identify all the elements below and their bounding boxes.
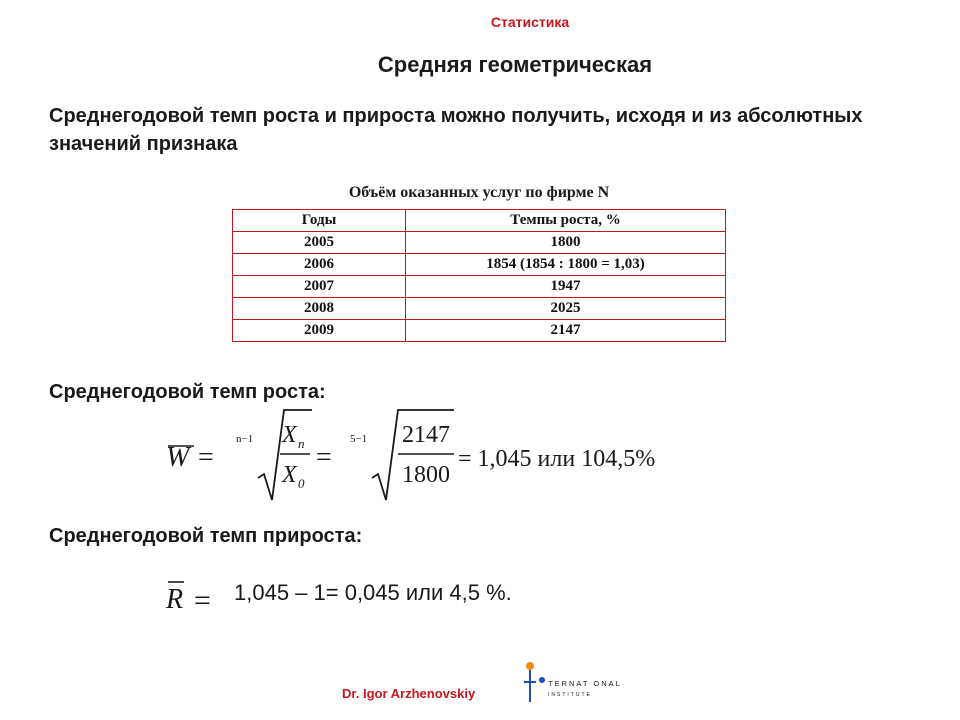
table-row — [233, 276, 726, 298]
growth-label: Среднегодовой темп роста: — [49, 381, 326, 403]
value-cell: 2147 — [406, 320, 726, 342]
year-cell: 2008 — [233, 298, 406, 320]
column-header-rate: Темпы роста, % — [406, 210, 726, 232]
table-row — [233, 254, 726, 276]
growth-formula — [160, 404, 720, 504]
intro-text: Среднегодовой темп роста и прироста можно получить, исходя и из абсолютных значений признака — [49, 105, 863, 155]
value-cell: 1947 — [406, 276, 726, 298]
formula-eq-2: = — [316, 442, 332, 473]
section-header: Статистика — [490, 14, 570, 30]
column-header-years: Годы — [233, 210, 406, 232]
table-header-row — [233, 210, 726, 232]
den1-sub: 0 — [298, 476, 305, 491]
table-row — [233, 320, 726, 342]
symbol-eq: = — [194, 584, 211, 617]
value-cell: 1800 — [406, 232, 726, 254]
value-cell: 1854 (1854 : 1800 = 1,03) — [406, 254, 726, 276]
num2: 2147 — [402, 422, 450, 448]
author-footer: Dr. Igor Arzhenovskiy — [342, 686, 476, 701]
increment-symbol — [160, 572, 230, 622]
value-cell: 2025 — [406, 298, 726, 320]
table-caption: Объём оказанных услуг по фирме N — [348, 184, 610, 201]
den2: 1800 — [402, 462, 450, 488]
growth-table — [232, 209, 726, 342]
formula-result: = 1,045 или 104,5% — [458, 446, 656, 472]
radical-index-1: n−1 — [236, 433, 254, 445]
formula-eq: = — [198, 442, 214, 473]
num1: X — [282, 422, 297, 448]
table-row — [233, 232, 726, 254]
institute-logo — [520, 660, 640, 710]
year-cell: 2006 — [233, 254, 406, 276]
formula-lhs: W — [166, 442, 190, 473]
year-cell: 2007 — [233, 276, 406, 298]
year-cell: 2009 — [233, 320, 406, 342]
increment-label: Среднегодовой темп прироста: — [49, 525, 363, 547]
table-row — [233, 298, 726, 320]
logo-text-1: TERNAT ONAL — [548, 679, 622, 688]
radical-index-2: 5−1 — [350, 433, 368, 445]
num1-sub: n — [298, 436, 305, 451]
den1: X — [282, 462, 297, 488]
year-cell: 2005 — [233, 232, 406, 254]
increment-result: 1,045 – 1= 0,045 или 4,5 %. — [234, 580, 512, 605]
logo-text-2: INSTITUTE — [548, 692, 592, 698]
symbol-r: R — [166, 584, 184, 615]
page-title: Средняя геометрическая — [377, 52, 653, 77]
logo-orange-dot — [526, 662, 534, 670]
logo-blue-dot — [539, 677, 545, 683]
